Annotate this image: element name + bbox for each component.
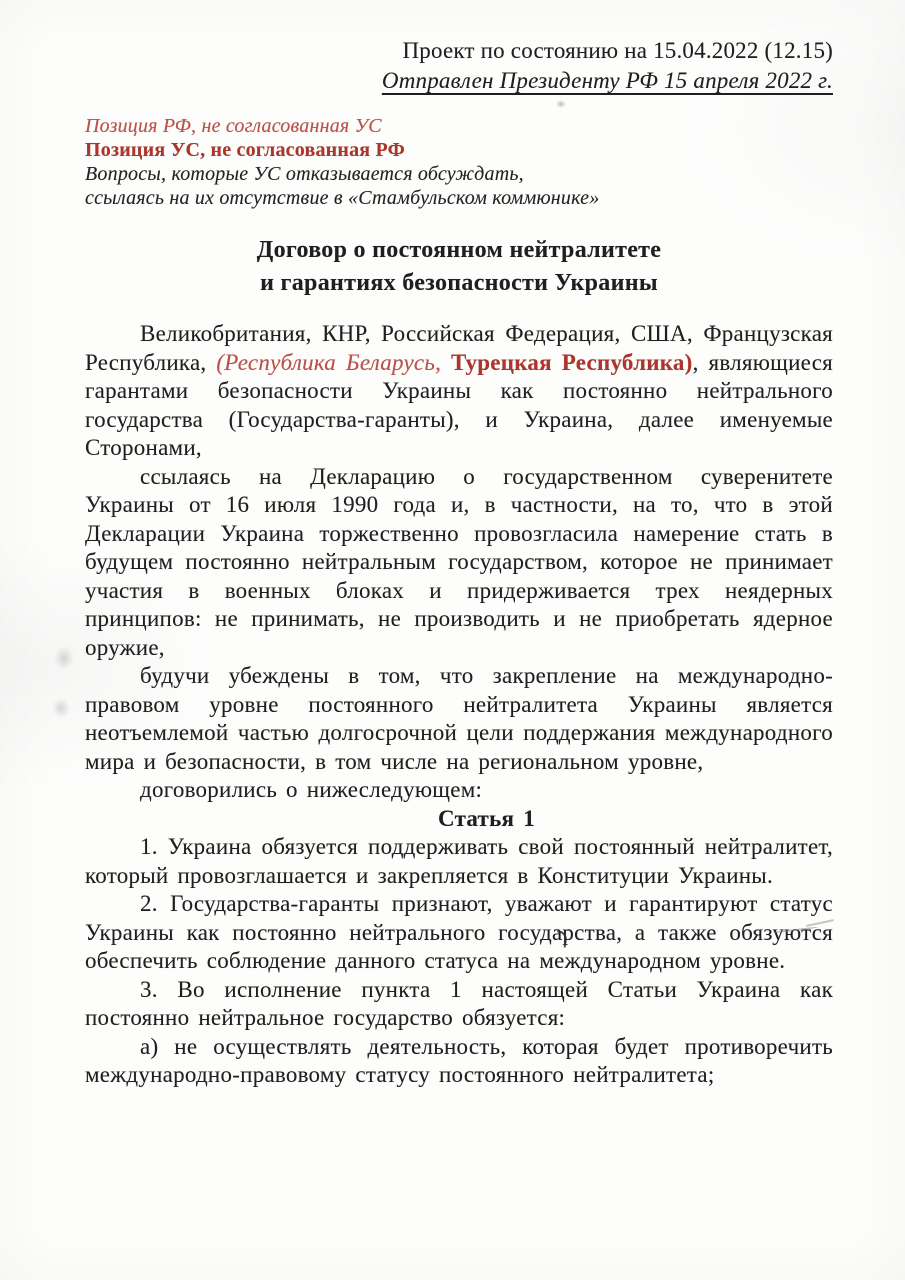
document-title-line2: и гарантиях безопасности Украины xyxy=(260,270,658,296)
preamble-conviction-paragraph: будучи убеждены в том, что закрепление на международно-правовом уровне постоянного нейтралитета Украины является неотъемлемой частью долгосрочной цели поддержания международного мира и безопасности, в том числе на региональном уровне, xyxy=(85,663,833,774)
draft-status-line: Проект по состоянию на 15.04.2022 (12.15) xyxy=(402,38,833,63)
preamble-parties-paragraph xyxy=(85,320,833,463)
document-title-line1: Договор о постоянном нейтралитете xyxy=(256,237,662,263)
parties-segment-red-bold: Турецкая Республика) xyxy=(451,349,693,375)
parties-segment-red-italic: (Республика Беларусь, xyxy=(216,349,452,375)
article-1-clause-3a: а) не осуществлять деятельность, которая будет противоречить международно-правовому статусу постоянного нейтралитета; xyxy=(85,1033,833,1087)
sent-to-president-line: Отправлен Президенту РФ 15 апреля 2022 г. xyxy=(381,68,833,93)
parties-segment-normal-1: Великобритания, КНР, Российская Федерация, США, Французская Республика, xyxy=(85,321,833,375)
preamble-declaration-paragraph: ссылаясь на Декларацию о государственном суверенитете Украины от 16 июля 1990 года и, в частности, на то, что в этой Декларации Украина торжественно провозгласила намерение стать в будущем постоянно нейтральным государством, которое не принимает участия в военных блоках и придерживается трех неядерных принципов: не принимать, не производить и не приобретать ядерное оружие, xyxy=(85,463,833,660)
parties-segment-normal-2: , являющиеся гарантами безопасности Украины как постоянно нейтрального государства (Государства-гаранты), и Украина, далее именуемые Сторонами, xyxy=(85,349,833,460)
document-body xyxy=(85,320,833,1090)
scan-smudge xyxy=(52,698,70,718)
legend-refused-questions-line1: Вопросы, которые УС отказывается обсуждать, xyxy=(85,163,524,185)
article-1-heading: Статья 1 xyxy=(438,805,535,831)
article-1-clause-3: 3. Во исполнение пункта 1 настоящей Статьи Украина как постоянно нейтральное государство обязуется: xyxy=(85,976,833,1030)
document-title xyxy=(85,234,833,300)
scan-smudge xyxy=(54,646,74,670)
article-1-clause-2: 2. Государства-гаранты признают, уважают и гарантируют статус Украины как постоянно нейтрального государства, а также обязуются обеспечить соблюдение данного статуса на международном уровне. xyxy=(85,891,833,973)
article-1-clause-1: 1. Украина обязуется поддерживать свой постоянный нейтралитет, который провозглашается и закрепляется в Конституции Украины. xyxy=(85,834,833,888)
scan-smudge xyxy=(556,100,566,108)
color-legend xyxy=(85,114,833,210)
legend-uc-position: Позиция УС, не согласованная РФ xyxy=(85,139,405,161)
legend-refused-questions-line2: ссылаясь на их отсутствие в «Стамбульском коммюнике» xyxy=(85,187,600,209)
document-header xyxy=(85,36,833,96)
preamble-resolution-paragraph: договорились о нижеследующем: xyxy=(140,777,483,802)
legend-rf-position: Позиция РФ, не согласованная УС xyxy=(85,115,382,137)
